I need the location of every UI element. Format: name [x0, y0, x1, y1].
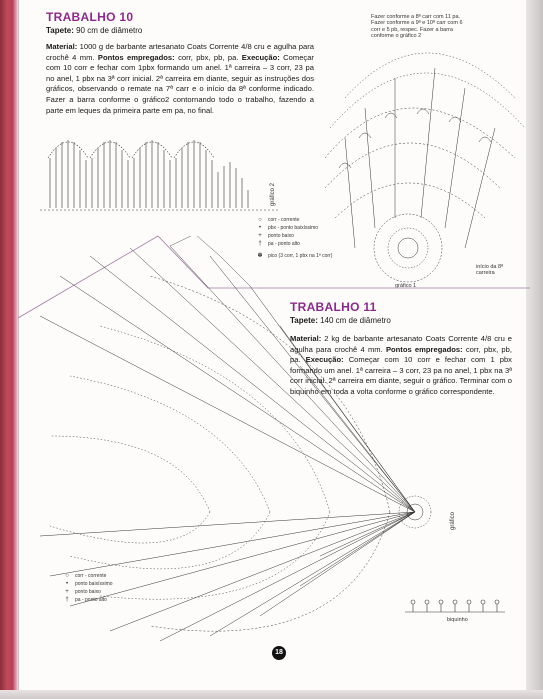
legend-label: ponto baixo	[75, 589, 101, 595]
trabalho10-subtitle	[46, 26, 142, 35]
trabalho10-execucao-label: Execução:	[241, 52, 280, 62]
legend-row	[62, 572, 162, 580]
chain-symbol-icon: ○	[65, 573, 69, 579]
double-crochet-symbol-icon: †	[258, 241, 262, 247]
page-number: 18	[272, 646, 286, 660]
chart-note: Fazer conforme a 8ª carr com 11 pa. Fazer conforme a 9ª e 10ª carr com 6 corr e 5 pb, respec. Fazer a barra conforme o gráfico 2	[371, 14, 463, 40]
grafico2-fan	[48, 140, 88, 208]
trabalho11-material-label: Material:	[290, 334, 322, 343]
trabalho11-pontos-label: Pontos empregados:	[385, 344, 463, 354]
legend-row	[255, 216, 355, 224]
legend-label: pico (3 corr, 1 pbx na 1ª corr)	[268, 253, 333, 259]
magazine-spine	[0, 0, 18, 699]
legend-row	[62, 596, 162, 604]
legend-label: pa - ponto alto	[268, 241, 300, 247]
trabalho10-material-label: Material:	[46, 42, 78, 51]
grafico2-fan	[90, 140, 130, 208]
trabalho10-execucao-text: Começar com 10 corr e fechar com 1pbx formando um anel. 1ª carreira – 3 corr, 23 pa no anel, 1 pbx na 3ª corr inicial. 2ª carreira em diante, seguir as instruções dos gráficos, observando o remate na 7ª carr e o início da 8ª conforme indicado. Fazer a barra conforme o gráfico2 contornando todo o trabalho, fazendo a parte em leques da primeira parte em pa, no final.	[46, 52, 314, 115]
slip-stitch-symbol-icon: •	[65, 581, 69, 587]
legend-label: ponto baixo	[268, 233, 294, 239]
trabalho11-execucao-text: Começar com 10 corr e fechar com 1 pbx formando um anel. 1ª carreira – 3 corr, 23 pa no anel, 1 pbx na 3ª corr inicial. 2ª carreira em diante, seguir o gráfico. Terminar com o biquinho em toda a volta conforme o gráfico correspondente.	[290, 355, 512, 396]
single-crochet-symbol-icon: +	[258, 233, 262, 239]
trabalho11-pontos-text: corr, pbx, pb, pa.	[290, 344, 512, 365]
grafico2-fan	[218, 162, 248, 208]
biquinho-label: biquinho	[447, 617, 468, 623]
grafico2-fan	[174, 140, 214, 208]
trabalho11-grafico-label: gráfico	[450, 511, 456, 530]
trabalho10-material-text: 1000 g de barbante artesanato Coats Corrente 4/8 cru e agulha para crochê 4 mm.	[46, 42, 314, 62]
legend-label: ponto baixíssimo	[75, 581, 113, 587]
trabalho11-title: TRABALHO 11	[290, 300, 377, 314]
trabalho10-title: TRABALHO 10	[46, 10, 134, 24]
biquinho-diagram	[405, 598, 505, 616]
legend-label: corr - corrente	[268, 217, 300, 223]
trabalho10-subtitle-value: 90 cm de diâmetro	[76, 26, 143, 35]
trabalho10-instructions	[46, 42, 314, 116]
trabalho10-subtitle-label: Tapete:	[46, 26, 74, 35]
slip-stitch-symbol-icon: •	[258, 225, 262, 231]
legend-label: pbx - ponto baixíssimo	[268, 225, 319, 231]
trabalho11-execucao-label: Execução:	[305, 355, 344, 365]
legend-label: pa - ponto alto	[75, 597, 107, 603]
legend-bottom	[62, 572, 162, 604]
legend-label: corr - corrente	[75, 573, 107, 579]
trabalho10-pontos-label: Pontos empregados:	[97, 52, 175, 62]
legend-row	[62, 588, 162, 596]
grafico2-label: gráfico 2	[270, 182, 276, 206]
page-edge-bottom	[0, 690, 543, 699]
chain-symbol-icon: ○	[258, 217, 262, 223]
picot-symbol-icon: ✽	[257, 253, 263, 259]
grafico2-diagram	[40, 128, 280, 218]
trabalho10-pontos-text: corr, pbx, pb, pa.	[178, 52, 239, 62]
single-crochet-symbol-icon: +	[65, 589, 69, 595]
trabalho11-subtitle-value: 140 cm de diâmetro	[320, 316, 391, 325]
inicio-label: início da 8ª carreira	[476, 264, 504, 276]
grafico1-label: gráfico 1	[395, 283, 417, 289]
trabalho11-subtitle-label: Tapete:	[290, 316, 318, 325]
grafico2-fan	[132, 140, 172, 208]
trabalho11-material-text: 2 kg de barbante artesanato Coats Corrente 4/8 cru e agulha para crochê 4 mm.	[290, 334, 512, 354]
double-crochet-symbol-icon: †	[65, 597, 69, 603]
legend-row	[62, 580, 162, 588]
